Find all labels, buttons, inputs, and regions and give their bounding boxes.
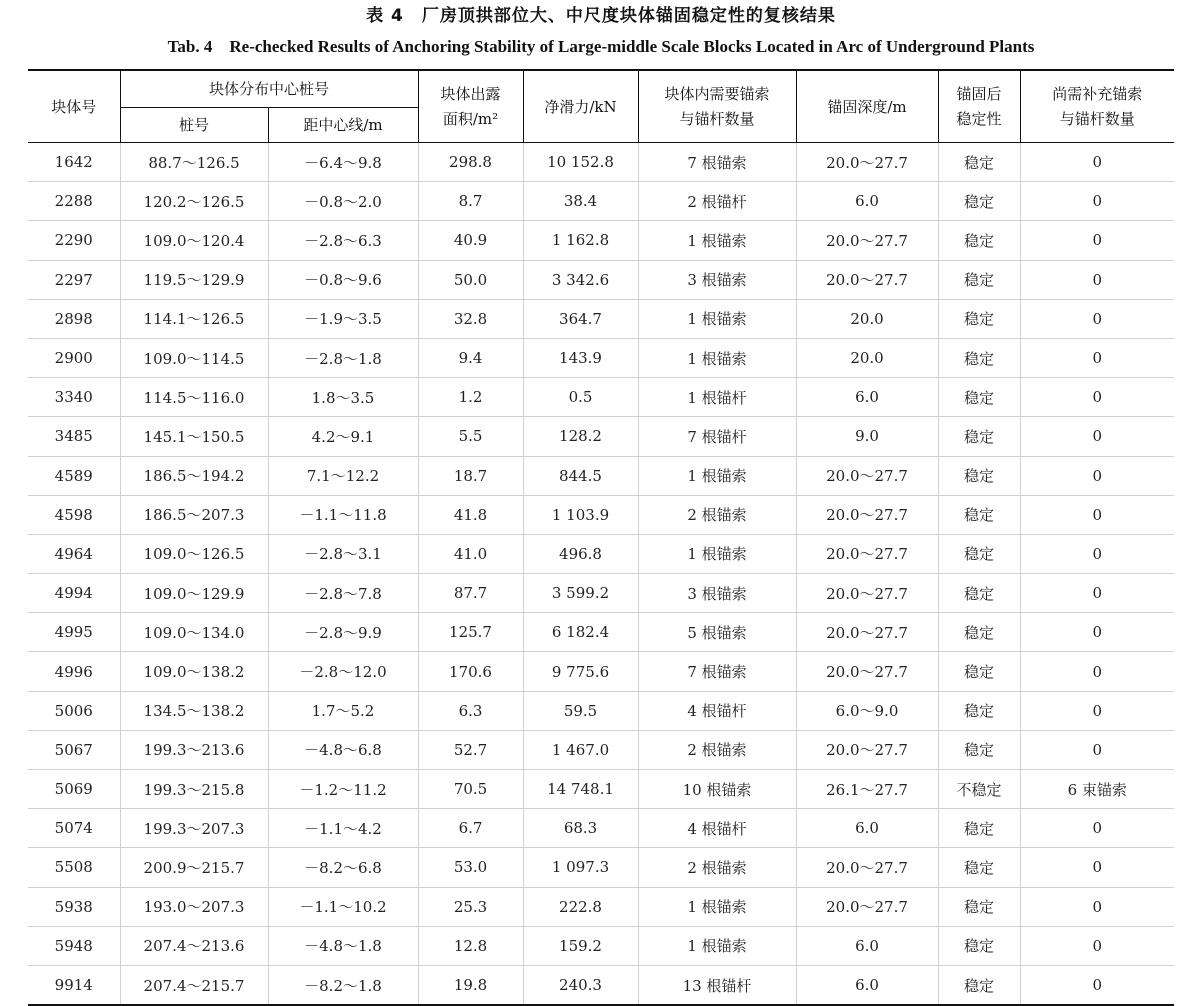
cell-stability: 稳定 (938, 495, 1020, 534)
cell-net-sliding-force: 9 775.6 (523, 652, 638, 691)
cell-required-anchors: 2 根锚索 (638, 495, 796, 534)
cell-offset: －2.8～7.8 (268, 574, 418, 613)
cell-exposed-area: 40.9 (418, 221, 523, 260)
cell-station: 199.3～207.3 (120, 809, 268, 848)
cell-required-anchors: 2 根锚索 (638, 730, 796, 769)
table-row (28, 574, 1174, 613)
cell-station: 145.1～150.5 (120, 417, 268, 456)
cell-exposed-area: 52.7 (418, 730, 523, 769)
cell-extra-anchors: 0 (1020, 730, 1174, 769)
cell-station: 186.5～207.3 (120, 495, 268, 534)
cell-block-id: 5948 (28, 926, 120, 965)
table-row (28, 456, 1174, 495)
cell-block-id: 2297 (28, 260, 120, 299)
cell-net-sliding-force: 1 097.3 (523, 848, 638, 887)
cell-anchor-depth: 6.0 (796, 378, 938, 417)
table-row (28, 730, 1174, 769)
header-exposed-area-line2: 面积/m² (442, 109, 499, 128)
header-extra-anchors (1020, 70, 1174, 143)
cell-offset: －1.2～11.2 (268, 770, 418, 809)
cell-station: 120.2～126.5 (120, 182, 268, 221)
cell-block-id: 4995 (28, 613, 120, 652)
table-row (28, 887, 1174, 926)
cell-stability: 稳定 (938, 378, 1020, 417)
cell-stability: 稳定 (938, 730, 1020, 769)
cell-station: 114.5～116.0 (120, 378, 268, 417)
cell-net-sliding-force: 38.4 (523, 182, 638, 221)
cell-station: 109.0～134.0 (120, 613, 268, 652)
cell-stability: 稳定 (938, 574, 1020, 613)
cell-anchor-depth: 20.0～27.7 (796, 848, 938, 887)
header-anchor-depth: 锚固深度/m (796, 70, 938, 143)
cell-stability: 稳定 (938, 965, 1020, 1005)
table-row (28, 809, 1174, 848)
cell-net-sliding-force: 240.3 (523, 965, 638, 1005)
cell-offset: －4.8～6.8 (268, 730, 418, 769)
table-row (28, 534, 1174, 573)
cell-anchor-depth: 9.0 (796, 417, 938, 456)
cell-offset: －0.8～9.6 (268, 260, 418, 299)
cell-required-anchors: 7 根锚索 (638, 652, 796, 691)
cell-offset: 1.8～3.5 (268, 378, 418, 417)
cell-offset: 7.1～12.2 (268, 456, 418, 495)
cell-stability: 稳定 (938, 299, 1020, 338)
cell-extra-anchors: 0 (1020, 613, 1174, 652)
cell-required-anchors: 3 根锚索 (638, 574, 796, 613)
cell-anchor-depth: 20.0 (796, 299, 938, 338)
cell-net-sliding-force: 128.2 (523, 417, 638, 456)
cell-block-id: 1642 (28, 143, 120, 182)
cell-required-anchors: 1 根锚索 (638, 221, 796, 260)
cell-net-sliding-force: 3 342.6 (523, 260, 638, 299)
cell-anchor-depth: 20.0～27.7 (796, 574, 938, 613)
cell-net-sliding-force: 222.8 (523, 887, 638, 926)
cell-stability: 稳定 (938, 887, 1020, 926)
cell-block-id: 3340 (28, 378, 120, 417)
cell-offset: －8.2～1.8 (268, 965, 418, 1005)
table-body (28, 143, 1174, 1006)
cell-stability: 稳定 (938, 809, 1020, 848)
cell-anchor-depth: 20.0～27.7 (796, 652, 938, 691)
cell-extra-anchors: 0 (1020, 143, 1174, 182)
header-extra-anchors-line1: 尚需补充锚索 (1052, 84, 1143, 103)
cell-anchor-depth: 20.0～27.7 (796, 143, 938, 182)
cell-net-sliding-force: 68.3 (523, 809, 638, 848)
cell-extra-anchors: 0 (1020, 691, 1174, 730)
table-row (28, 926, 1174, 965)
cell-net-sliding-force: 143.9 (523, 338, 638, 377)
cell-exposed-area: 1.2 (418, 378, 523, 417)
header-offset: 距中心线/m (268, 108, 418, 143)
cell-anchor-depth: 6.0～9.0 (796, 691, 938, 730)
cell-required-anchors: 4 根锚杆 (638, 691, 796, 730)
cell-extra-anchors: 0 (1020, 926, 1174, 965)
cell-station: 193.0～207.3 (120, 887, 268, 926)
cell-block-id: 4589 (28, 456, 120, 495)
cell-exposed-area: 19.8 (418, 965, 523, 1005)
cell-station: 199.3～215.8 (120, 770, 268, 809)
header-required-anchors-line1: 块体内需要锚索 (664, 84, 770, 103)
cell-block-id: 5067 (28, 730, 120, 769)
cell-stability: 不稳定 (938, 770, 1020, 809)
header-exposed-area (418, 70, 523, 143)
cell-station: 199.3～213.6 (120, 730, 268, 769)
cell-anchor-depth: 20.0～27.7 (796, 221, 938, 260)
cell-stability: 稳定 (938, 260, 1020, 299)
cell-exposed-area: 9.4 (418, 338, 523, 377)
cell-offset: －1.1～4.2 (268, 809, 418, 848)
cell-stability: 稳定 (938, 456, 1020, 495)
cell-anchor-depth: 20.0～27.7 (796, 730, 938, 769)
table-row (28, 613, 1174, 652)
cell-station: 109.0～129.9 (120, 574, 268, 613)
cell-net-sliding-force: 844.5 (523, 456, 638, 495)
header-net-sliding-force: 净滑力/kN (523, 70, 638, 143)
cell-extra-anchors: 0 (1020, 182, 1174, 221)
cell-net-sliding-force: 10 152.8 (523, 143, 638, 182)
cell-extra-anchors: 0 (1020, 652, 1174, 691)
cell-exposed-area: 125.7 (418, 613, 523, 652)
cell-stability: 稳定 (938, 143, 1020, 182)
cell-stability: 稳定 (938, 652, 1020, 691)
cell-required-anchors: 7 根锚索 (638, 143, 796, 182)
cell-block-id: 2288 (28, 182, 120, 221)
cell-stability: 稳定 (938, 182, 1020, 221)
cell-station: 186.5～194.2 (120, 456, 268, 495)
cell-required-anchors: 1 根锚索 (638, 887, 796, 926)
header-required-anchors (638, 70, 796, 143)
cell-required-anchors: 13 根锚杆 (638, 965, 796, 1005)
cell-exposed-area: 5.5 (418, 417, 523, 456)
cell-required-anchors: 1 根锚索 (638, 338, 796, 377)
cell-offset: 4.2～9.1 (268, 417, 418, 456)
cell-required-anchors: 2 根锚杆 (638, 182, 796, 221)
cell-station: 109.0～120.4 (120, 221, 268, 260)
cell-extra-anchors: 0 (1020, 260, 1174, 299)
cell-block-id: 2898 (28, 299, 120, 338)
cell-offset: －0.8～2.0 (268, 182, 418, 221)
cell-exposed-area: 50.0 (418, 260, 523, 299)
header-stability-line1: 锚固后 (956, 84, 1002, 103)
cell-extra-anchors: 0 (1020, 848, 1174, 887)
cell-net-sliding-force: 6 182.4 (523, 613, 638, 652)
cell-stability: 稳定 (938, 926, 1020, 965)
cell-anchor-depth: 6.0 (796, 809, 938, 848)
cell-required-anchors: 1 根锚索 (638, 299, 796, 338)
cell-net-sliding-force: 496.8 (523, 534, 638, 573)
cell-offset: －2.8～9.9 (268, 613, 418, 652)
cell-extra-anchors: 0 (1020, 299, 1174, 338)
cell-stability: 稳定 (938, 691, 1020, 730)
cell-station: 200.9～215.7 (120, 848, 268, 887)
table-row (28, 338, 1174, 377)
cell-stability: 稳定 (938, 221, 1020, 260)
cell-station: 207.4～213.6 (120, 926, 268, 965)
cell-stability: 稳定 (938, 338, 1020, 377)
cell-extra-anchors: 0 (1020, 495, 1174, 534)
cell-exposed-area: 53.0 (418, 848, 523, 887)
cell-block-id: 4996 (28, 652, 120, 691)
cell-net-sliding-force: 159.2 (523, 926, 638, 965)
cell-block-id: 5938 (28, 887, 120, 926)
cell-offset: －6.4～9.8 (268, 143, 418, 182)
cell-exposed-area: 87.7 (418, 574, 523, 613)
cell-stability: 稳定 (938, 417, 1020, 456)
cell-anchor-depth: 20.0～27.7 (796, 613, 938, 652)
table-title-english: Tab. 4 Re-checked Results of Anchoring Stability of Large-middle Scale Blocks Located in Arc of Underground Plants (167, 37, 1035, 56)
cell-exposed-area: 25.3 (418, 887, 523, 926)
cell-net-sliding-force: 1 103.9 (523, 495, 638, 534)
cell-station: 119.5～129.9 (120, 260, 268, 299)
cell-offset: －1.1～11.8 (268, 495, 418, 534)
table-row (28, 378, 1174, 417)
cell-exposed-area: 70.5 (418, 770, 523, 809)
cell-exposed-area: 41.8 (418, 495, 523, 534)
cell-net-sliding-force: 1 162.8 (523, 221, 638, 260)
cell-offset: 1.7～5.2 (268, 691, 418, 730)
header-exposed-area-line1: 块体出露 (440, 84, 501, 103)
table-row (28, 182, 1174, 221)
table-row (28, 691, 1174, 730)
header-stability-line2: 稳定性 (956, 109, 1002, 128)
cell-anchor-depth: 26.1～27.7 (796, 770, 938, 809)
cell-anchor-depth: 6.0 (796, 182, 938, 221)
cell-anchor-depth: 20.0～27.7 (796, 456, 938, 495)
cell-station: 134.5～138.2 (120, 691, 268, 730)
cell-required-anchors: 1 根锚杆 (638, 378, 796, 417)
cell-extra-anchors: 0 (1020, 456, 1174, 495)
cell-extra-anchors: 0 (1020, 338, 1174, 377)
cell-offset: －2.8～12.0 (268, 652, 418, 691)
table-header (28, 70, 1174, 143)
cell-required-anchors: 1 根锚索 (638, 926, 796, 965)
cell-exposed-area: 6.7 (418, 809, 523, 848)
cell-block-id: 5508 (28, 848, 120, 887)
cell-exposed-area: 12.8 (418, 926, 523, 965)
cell-extra-anchors: 0 (1020, 534, 1174, 573)
cell-stability: 稳定 (938, 534, 1020, 573)
results-table (28, 69, 1174, 1006)
cell-extra-anchors: 0 (1020, 965, 1174, 1005)
cell-exposed-area: 170.6 (418, 652, 523, 691)
table-title-chinese: 表 4 厂房顶拱部位大、中尺度块体锚固稳定性的复核结果 (366, 6, 836, 26)
cell-block-id: 4994 (28, 574, 120, 613)
cell-stability: 稳定 (938, 848, 1020, 887)
cell-block-id: 4598 (28, 495, 120, 534)
cell-block-id: 9914 (28, 965, 120, 1005)
cell-anchor-depth: 6.0 (796, 926, 938, 965)
cell-extra-anchors: 6 束锚索 (1020, 770, 1174, 809)
cell-offset: －1.9～3.5 (268, 299, 418, 338)
cell-extra-anchors: 0 (1020, 417, 1174, 456)
cell-exposed-area: 298.8 (418, 143, 523, 182)
cell-offset: －4.8～1.8 (268, 926, 418, 965)
cell-station: 114.1～126.5 (120, 299, 268, 338)
cell-extra-anchors: 0 (1020, 809, 1174, 848)
cell-net-sliding-force: 364.7 (523, 299, 638, 338)
cell-block-id: 2900 (28, 338, 120, 377)
cell-required-anchors: 10 根锚索 (638, 770, 796, 809)
cell-station: 88.7～126.5 (120, 143, 268, 182)
cell-offset: －2.8～3.1 (268, 534, 418, 573)
cell-exposed-area: 6.3 (418, 691, 523, 730)
cell-extra-anchors: 0 (1020, 887, 1174, 926)
cell-exposed-area: 41.0 (418, 534, 523, 573)
cell-anchor-depth: 20.0～27.7 (796, 887, 938, 926)
table-row (28, 260, 1174, 299)
cell-required-anchors: 7 根锚杆 (638, 417, 796, 456)
cell-extra-anchors: 0 (1020, 574, 1174, 613)
cell-required-anchors: 4 根锚杆 (638, 809, 796, 848)
cell-required-anchors: 1 根锚索 (638, 456, 796, 495)
cell-offset: －2.8～6.3 (268, 221, 418, 260)
table-row (28, 965, 1174, 1005)
cell-stability: 稳定 (938, 613, 1020, 652)
cell-required-anchors: 1 根锚索 (638, 534, 796, 573)
cell-net-sliding-force: 1 467.0 (523, 730, 638, 769)
header-station: 桩号 (120, 108, 268, 143)
cell-block-id: 5006 (28, 691, 120, 730)
table-row (28, 221, 1174, 260)
cell-offset: －2.8～1.8 (268, 338, 418, 377)
cell-exposed-area: 32.8 (418, 299, 523, 338)
cell-net-sliding-force: 14 748.1 (523, 770, 638, 809)
table-row (28, 143, 1174, 182)
cell-exposed-area: 18.7 (418, 456, 523, 495)
table-row (28, 848, 1174, 887)
table-row (28, 495, 1174, 534)
cell-anchor-depth: 20.0～27.7 (796, 534, 938, 573)
cell-block-id: 3485 (28, 417, 120, 456)
header-center-station-group: 块体分布中心桩号 (120, 70, 418, 108)
cell-net-sliding-force: 59.5 (523, 691, 638, 730)
cell-required-anchors: 2 根锚索 (638, 848, 796, 887)
cell-required-anchors: 5 根锚索 (638, 613, 796, 652)
table-row (28, 417, 1174, 456)
cell-exposed-area: 8.7 (418, 182, 523, 221)
cell-block-id: 5069 (28, 770, 120, 809)
cell-station: 207.4～215.7 (120, 965, 268, 1005)
cell-block-id: 2290 (28, 221, 120, 260)
cell-anchor-depth: 20.0～27.7 (796, 495, 938, 534)
cell-block-id: 5074 (28, 809, 120, 848)
cell-offset: －8.2～6.8 (268, 848, 418, 887)
table-row (28, 770, 1174, 809)
cell-station: 109.0～138.2 (120, 652, 268, 691)
cell-station: 109.0～114.5 (120, 338, 268, 377)
header-required-anchors-line2: 与锚杆数量 (679, 109, 755, 128)
header-block-id: 块体号 (28, 70, 120, 143)
cell-anchor-depth: 20.0～27.7 (796, 260, 938, 299)
header-stability (938, 70, 1020, 143)
cell-offset: －1.1～10.2 (268, 887, 418, 926)
cell-extra-anchors: 0 (1020, 221, 1174, 260)
header-extra-anchors-line2: 与锚杆数量 (1059, 109, 1135, 128)
cell-required-anchors: 3 根锚索 (638, 260, 796, 299)
cell-net-sliding-force: 3 599.2 (523, 574, 638, 613)
cell-net-sliding-force: 0.5 (523, 378, 638, 417)
cell-anchor-depth: 6.0 (796, 965, 938, 1005)
cell-anchor-depth: 20.0 (796, 338, 938, 377)
cell-extra-anchors: 0 (1020, 378, 1174, 417)
cell-block-id: 4964 (28, 534, 120, 573)
table-row (28, 652, 1174, 691)
cell-station: 109.0～126.5 (120, 534, 268, 573)
table-row (28, 299, 1174, 338)
